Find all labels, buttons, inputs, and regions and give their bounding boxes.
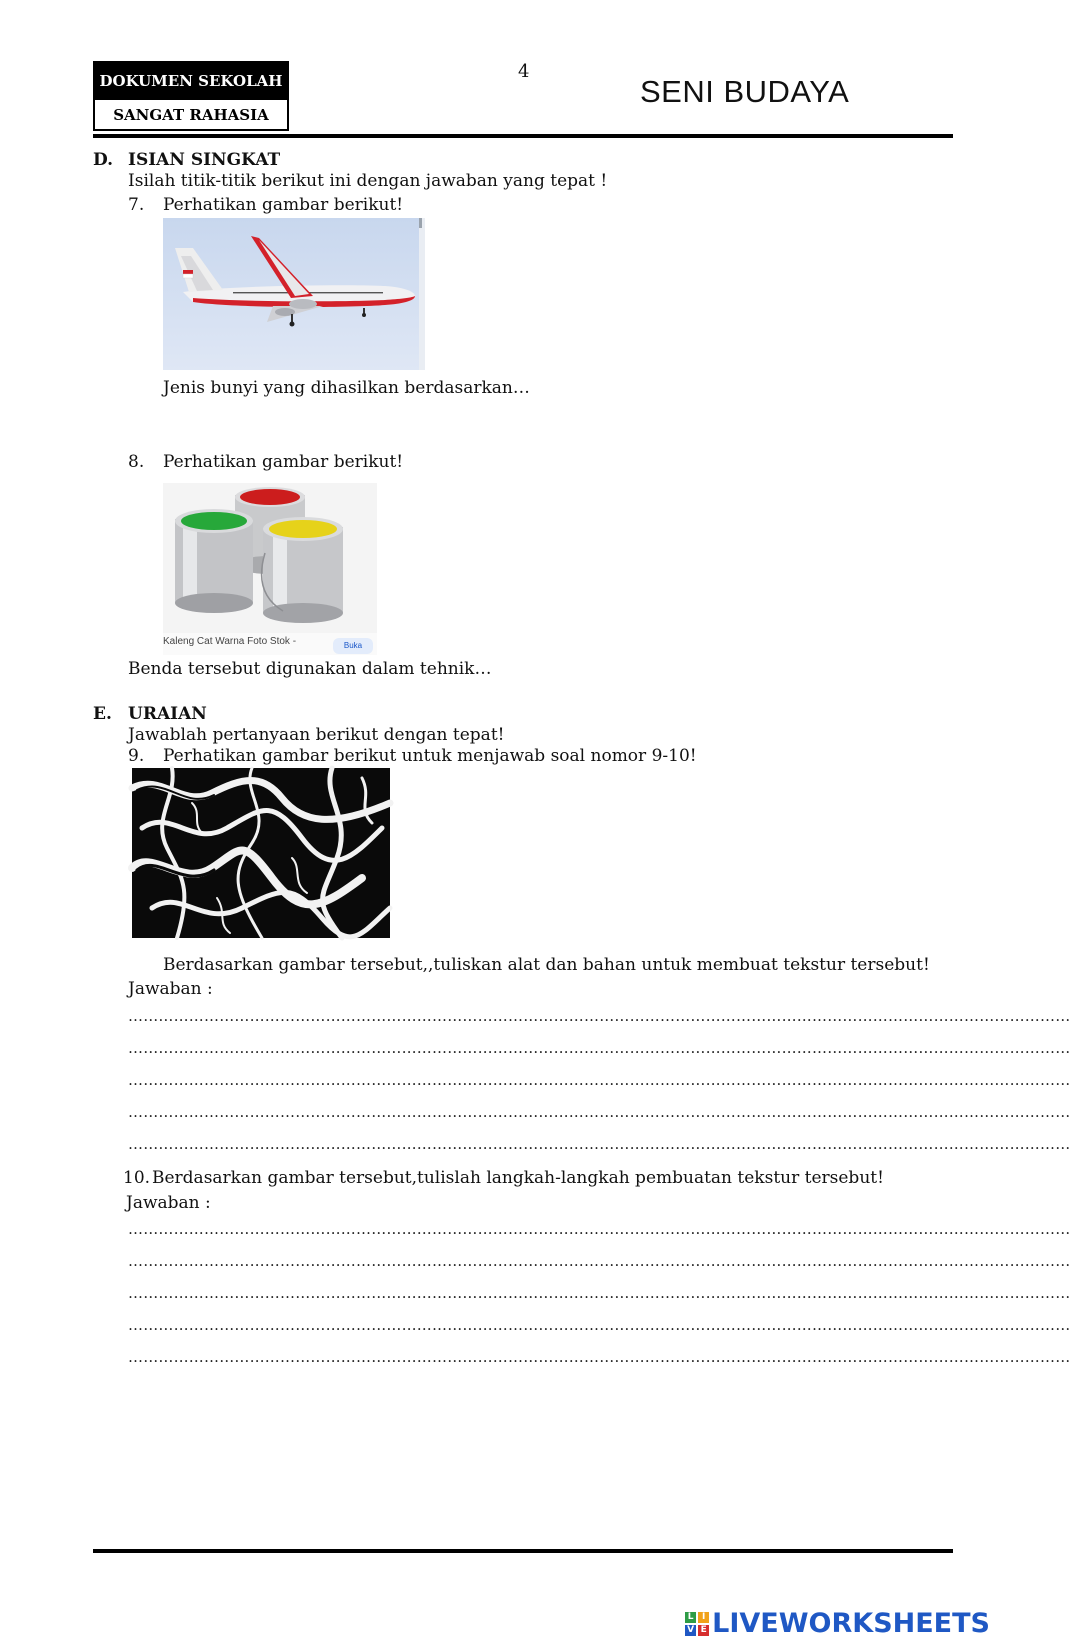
q9-number: 9. — [128, 746, 145, 766]
q10-answer-line[interactable]: …………………………………………………………………………………………………………………………………………………………………… — [128, 1316, 1070, 1334]
footer-rule — [93, 1549, 953, 1553]
header-rule — [93, 134, 953, 138]
q8-prompt: Perhatikan gambar berikut! — [163, 452, 404, 472]
q10-answer-line[interactable]: …………………………………………………………………………………………………………………………………………………………………… — [128, 1220, 1070, 1238]
section-d-letter: D. — [93, 150, 114, 170]
q10-question: Berdasarkan gambar tersebut,tulislah langkah-langkah pembuatan tekstur tersebut! — [152, 1168, 884, 1188]
paint-cans-image — [163, 483, 377, 655]
q7-number: 7. — [128, 195, 145, 215]
q10-number: 10. — [123, 1168, 151, 1188]
q7-prompt: Perhatikan gambar berikut! — [163, 195, 404, 215]
q9-answer-line[interactable]: …………………………………………………………………………………………………………………………………………………………………… — [128, 1103, 1070, 1121]
section-d-title: ISIAN SINGKAT — [128, 150, 281, 170]
page-number: 4 — [518, 61, 530, 82]
secret-label: SANGAT RAHASIA — [95, 98, 287, 129]
q9-question: Berdasarkan gambar tersebut,,tuliskan alat dan bahan untuk membuat tekstur tersebut! — [163, 955, 930, 975]
q8-question: Benda tersebut digunakan dalam tehnik… — [128, 659, 492, 679]
q9-prompt: Perhatikan gambar berikut untuk menjawab soal nomor 9-10! — [163, 746, 697, 766]
q10-answer-line[interactable]: …………………………………………………………………………………………………………………………………………………………………… — [128, 1252, 1070, 1270]
airplane-image — [163, 218, 425, 370]
q10-answer-line[interactable]: …………………………………………………………………………………………………………………………………………………………………… — [128, 1284, 1070, 1302]
marble-texture-image — [132, 768, 390, 938]
open-image-button[interactable]: Buka — [333, 638, 373, 654]
section-e-letter: E. — [93, 704, 112, 724]
q9-answer-label: Jawaban : — [128, 979, 213, 999]
q9-answer-line[interactable]: …………………………………………………………………………………………………………………………………………………………………… — [128, 1135, 1070, 1153]
subject-title: SENI BUDAYA — [640, 74, 850, 109]
q7-question: Jenis bunyi yang dihasilkan berdasarkan… — [163, 378, 530, 398]
liveworksheets-logo[interactable] — [685, 1608, 990, 1639]
logo-text: LIVEWORKSHEETS — [712, 1608, 990, 1639]
q9-answer-line[interactable]: …………………………………………………………………………………………………………………………………………………………………… — [128, 1071, 1070, 1089]
section-e-title: URAIAN — [128, 704, 207, 724]
paint-image-caption: Kaleng Cat Warna Foto Stok - — [163, 636, 297, 647]
q10-answer-line[interactable]: …………………………………………………………………………………………………………………………………………………………………… — [128, 1348, 1070, 1366]
q10-answer-label: Jawaban : — [126, 1193, 211, 1213]
q8-number: 8. — [128, 452, 145, 472]
q9-answer-line[interactable]: …………………………………………………………………………………………………………………………………………………………………… — [128, 1039, 1070, 1057]
section-d-instruction: Isilah titik-titik berikut ini dengan jawaban yang tepat ! — [128, 171, 608, 191]
doc-label: DOKUMEN SEKOLAH — [95, 63, 287, 98]
section-e-instruction: Jawablah pertanyaan berikut dengan tepat! — [128, 725, 505, 745]
logo-mark-icon: L I V E — [685, 1612, 709, 1636]
document-label-box — [93, 61, 289, 131]
q9-answer-line[interactable]: …………………………………………………………………………………………………………………………………………………………………… — [128, 1007, 1070, 1025]
